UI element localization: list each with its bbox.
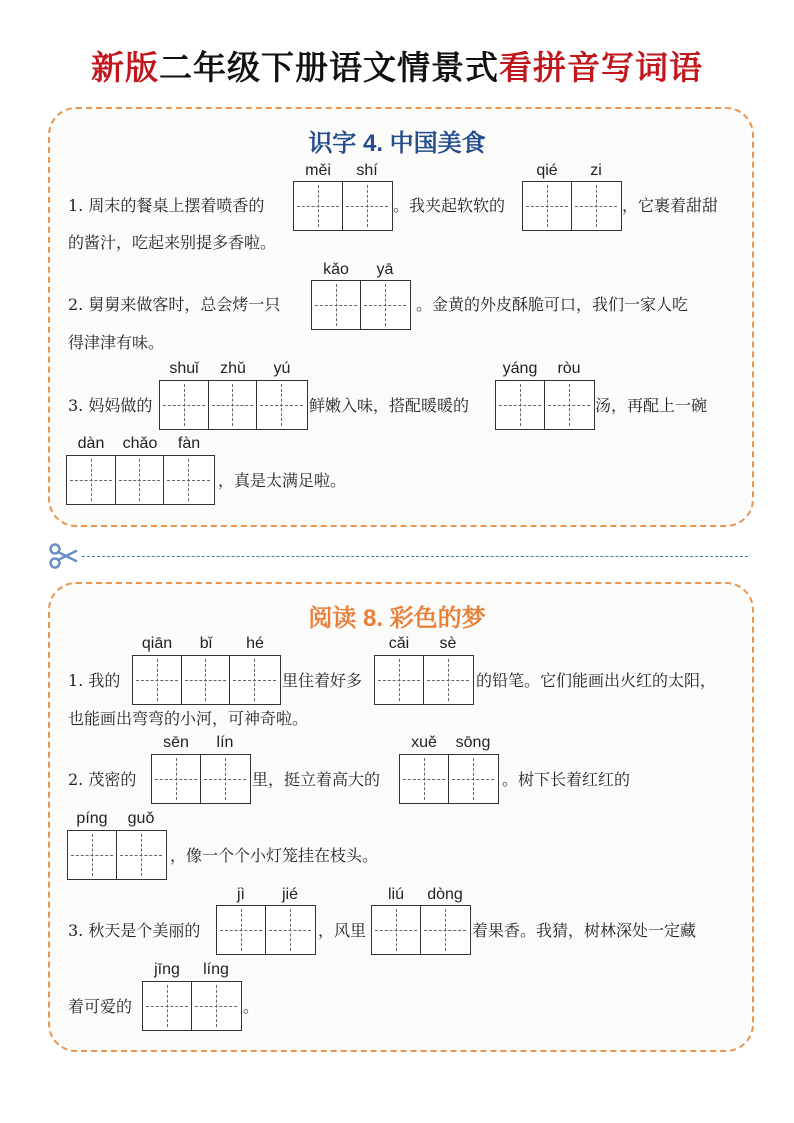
pinyin: fàn <box>177 435 201 452</box>
writing-cell[interactable] <box>164 456 213 504</box>
pinyin: yú <box>273 360 291 377</box>
answer-grid[interactable] <box>151 754 251 804</box>
sentence-text: 2. 舅舅来做客时，总会烤一只 <box>68 295 281 314</box>
pinyin: sēn <box>163 734 189 751</box>
sentence-text: ，它裹着甜甜 <box>622 196 719 215</box>
sentence-text: 得津津有味。 <box>68 333 165 352</box>
answer-grid[interactable] <box>374 655 474 705</box>
sentence-text: 2. 茂密的 <box>68 770 137 789</box>
section-1-title: 识字 4. 中国美食 <box>308 130 486 157</box>
writing-cell[interactable] <box>375 656 424 704</box>
pinyin: píng <box>76 810 108 827</box>
sentence-text: 汤，再配上一碗 <box>595 396 708 415</box>
writing-cell[interactable] <box>312 281 361 329</box>
sentence-text: 3. 秋天是个美丽的 <box>68 921 201 940</box>
sentence-text: 1. 我的 <box>68 671 121 690</box>
writing-cell[interactable] <box>496 381 545 429</box>
sentence-text: 里住着好多 <box>282 671 363 690</box>
pinyin: dàn <box>77 435 105 452</box>
pinyin: hé <box>246 635 264 652</box>
writing-cell[interactable] <box>192 982 241 1030</box>
answer-grid[interactable] <box>311 280 411 330</box>
cut-line <box>82 556 748 557</box>
writing-cell[interactable] <box>421 906 470 954</box>
pinyin: shí <box>356 162 378 179</box>
pinyin: kǎo <box>323 261 349 278</box>
sentence-text: 着可爱的 <box>68 997 133 1016</box>
pinyin: jīng <box>154 961 180 978</box>
pinyin: zhǔ <box>220 360 246 377</box>
pinyin: qiān <box>141 635 173 652</box>
writing-cell[interactable] <box>133 656 182 704</box>
pinyin: yáng <box>502 360 538 377</box>
pinyin: lín <box>216 734 234 751</box>
writing-cell[interactable] <box>143 982 192 1030</box>
scissors-icon <box>48 541 78 571</box>
sentence-text: ，真是太满足啦。 <box>218 471 347 490</box>
writing-cell[interactable] <box>67 456 116 504</box>
page-title <box>0 42 794 89</box>
title-part-2: 二年级下册语文情景式 <box>159 48 499 87</box>
writing-cell[interactable] <box>372 906 421 954</box>
pinyin: cǎi <box>388 635 410 652</box>
pinyin: sōng <box>455 734 491 751</box>
pinyin: bǐ <box>199 635 213 652</box>
writing-cell[interactable] <box>182 656 231 704</box>
pinyin: jì <box>237 886 245 903</box>
answer-grid[interactable] <box>132 655 281 705</box>
pinyin: jié <box>281 886 298 903</box>
pinyin: dòng <box>427 886 463 903</box>
writing-cell[interactable] <box>449 755 498 803</box>
answer-grid[interactable] <box>371 905 471 955</box>
answer-grid[interactable] <box>293 181 393 231</box>
writing-cell[interactable] <box>523 182 572 230</box>
writing-cell[interactable] <box>424 656 473 704</box>
writing-cell[interactable] <box>400 755 449 803</box>
writing-cell[interactable] <box>152 755 201 803</box>
pinyin: chǎo <box>122 435 158 452</box>
writing-cell[interactable] <box>217 906 266 954</box>
pinyin: qié <box>536 162 558 179</box>
pinyin: yā <box>376 261 394 278</box>
pinyin: líng <box>203 961 229 978</box>
answer-grid[interactable] <box>522 181 622 231</box>
sentence-text: 的铅笔。它们能画出火红的太阳， <box>476 671 717 690</box>
writing-cell[interactable] <box>343 182 392 230</box>
writing-cell[interactable] <box>209 381 258 429</box>
section-2-title: 阅读 8. 彩色的梦 <box>308 605 486 632</box>
answer-grid[interactable] <box>159 380 308 430</box>
writing-cell[interactable] <box>230 656 279 704</box>
writing-cell[interactable] <box>116 456 165 504</box>
sentence-text: 3. 妈妈做的 <box>68 396 153 415</box>
sentence-text: 。 <box>243 997 260 1016</box>
sentence-text: 。金黄的外皮酥脆可口，我们一家人吃 <box>416 295 689 314</box>
writing-cell[interactable] <box>266 906 315 954</box>
pinyin: sè <box>439 635 457 652</box>
answer-grid[interactable] <box>66 455 215 505</box>
writing-cell[interactable] <box>294 182 343 230</box>
answer-grid[interactable] <box>495 380 595 430</box>
sentence-text: 1. 周末的餐桌上摆着喷香的 <box>68 196 265 215</box>
sentence-text: 里，挺立着高大的 <box>252 770 381 789</box>
sentence-text: 。树下长着红红的 <box>502 770 631 789</box>
answer-grid[interactable] <box>216 905 316 955</box>
sentence-text: ，风里 <box>318 921 367 940</box>
writing-cell[interactable] <box>572 182 621 230</box>
writing-cell[interactable] <box>545 381 594 429</box>
sentence-text: ，像一个个小灯笼挂在枝头。 <box>170 846 379 865</box>
sentence-text: 的酱汁，吃起来别提多香啦。 <box>68 233 277 252</box>
writing-cell[interactable] <box>361 281 410 329</box>
sentence-text: 。我夹起软软的 <box>393 196 506 215</box>
writing-cell[interactable] <box>160 381 209 429</box>
pinyin: guǒ <box>127 810 155 827</box>
pinyin: shuǐ <box>169 360 199 377</box>
pinyin: zi <box>590 162 602 179</box>
pinyin: liú <box>387 886 404 903</box>
sentence-text: 着果香。我猜，树林深处一定藏 <box>472 921 697 940</box>
pinyin: xuě <box>411 734 437 751</box>
pinyin: měi <box>305 162 331 179</box>
answer-grid[interactable] <box>142 981 242 1031</box>
writing-cell[interactable] <box>117 831 166 879</box>
writing-cell[interactable] <box>68 831 117 879</box>
sentence-text: 也能画出弯弯的小河，可神奇啦。 <box>68 709 309 728</box>
writing-cell[interactable] <box>201 755 250 803</box>
writing-cell[interactable] <box>257 381 306 429</box>
answer-grid[interactable] <box>67 830 167 880</box>
sentence-text: 鲜嫩入味，搭配暖暖的 <box>309 396 470 415</box>
pinyin: ròu <box>557 360 581 377</box>
title-part-3: 看拼音写词语 <box>499 48 703 87</box>
answer-grid[interactable] <box>399 754 499 804</box>
title-part-1: 新版 <box>91 48 159 87</box>
